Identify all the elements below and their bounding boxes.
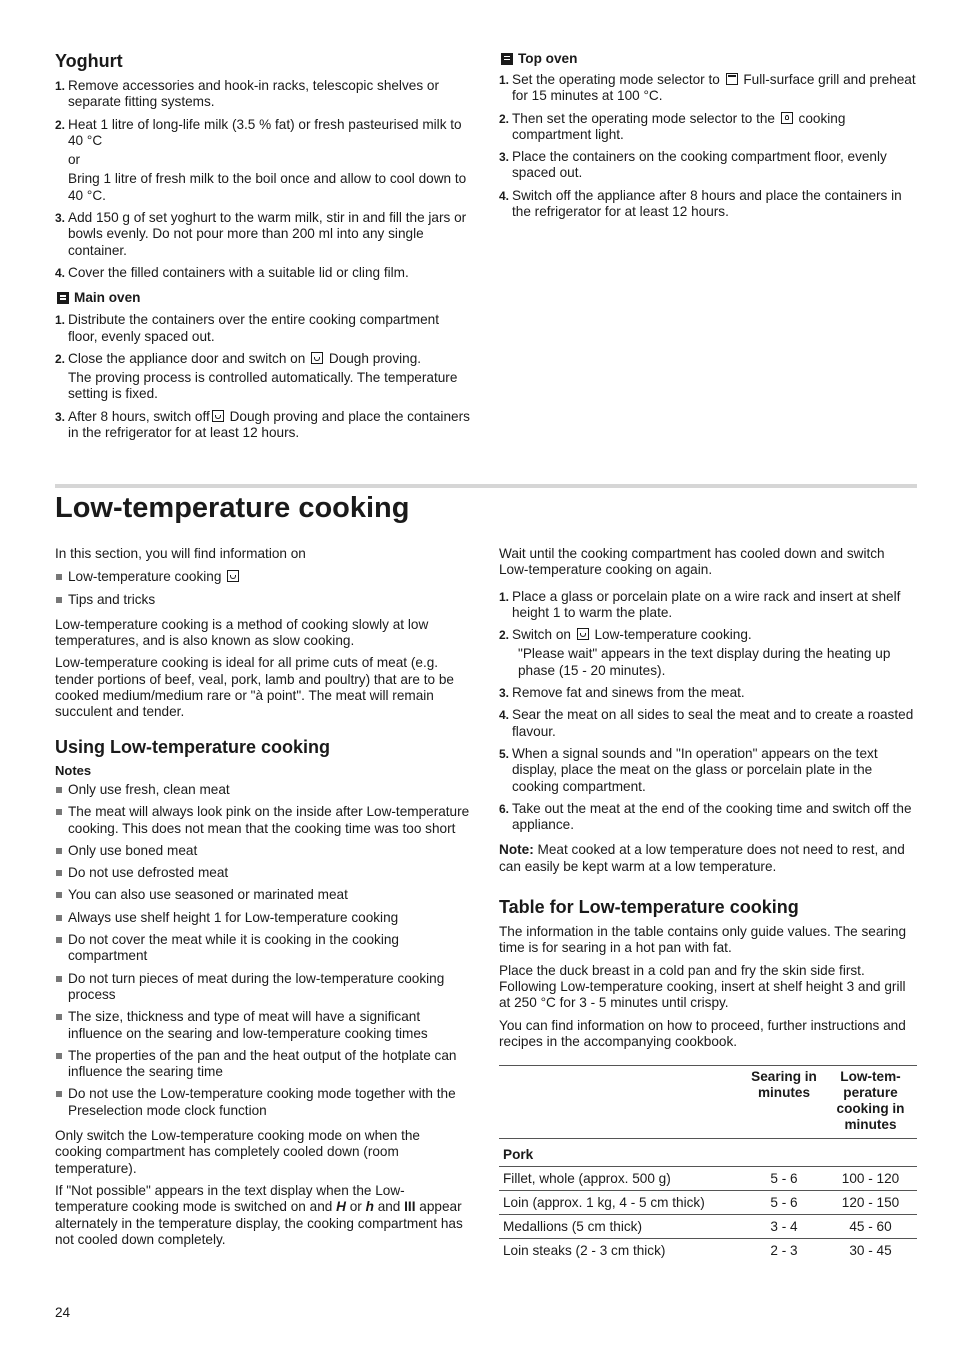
low-temperature-icon bbox=[577, 628, 589, 640]
list-item bbox=[55, 1086, 470, 1119]
list-item bbox=[55, 932, 470, 965]
column-header bbox=[499, 1066, 744, 1139]
cell-item: Fillet, whole (approx. 500 g) bbox=[499, 1167, 744, 1191]
list-item bbox=[55, 592, 470, 608]
table-para2: Place the duck breast in a cold pan and fry the skin side first. Following Low-temperature cooking, insert at shelf height 3 and grill at 250 °C for 3 - 5 minutes until crispy. bbox=[499, 962, 906, 1011]
wait-para: Wait until the cooking compartment has cooled down and switch Low-temperature cooking on again. bbox=[499, 546, 885, 578]
intro-lead: In this section, you will find information on bbox=[55, 546, 306, 561]
main-oven-heading-text: Main oven bbox=[74, 290, 141, 306]
step-text: Take out the meat at the end of the cooking time and switch off the appliance. bbox=[512, 800, 912, 833]
note-text: The properties of the pan and the heat output of the hotplate can influence the searing time bbox=[68, 1047, 457, 1080]
para-switch: Only switch the Low-temperature cooking mode on when the cooking compartment has completely cooled down (room temperature). bbox=[55, 1128, 420, 1176]
bullet-icon bbox=[56, 937, 62, 943]
list-item bbox=[55, 569, 470, 585]
or-word: or bbox=[349, 1199, 362, 1215]
main-oven-icon bbox=[57, 292, 69, 304]
intro-para2: Low-temperature cooking is ideal for all prime cuts of meat (e.g. tender portions of beef, veal, pork, lamb and poultry) that are to be cooked medium/medium rare or "à point". The meat will remain succulent and tender. bbox=[55, 655, 454, 720]
bullet-icon bbox=[56, 915, 62, 921]
step-text: When a signal sounds and "In operation" appears on the text display, place the meat on the glass or porcelain plate in the cooking compartment. bbox=[512, 745, 878, 794]
table-row bbox=[499, 1239, 917, 1263]
top-oven-steps bbox=[499, 72, 917, 220]
note-text: Do not cover the meat while it is cooking in the cooking compartment bbox=[68, 932, 399, 964]
step-text-post: Dough proving. bbox=[328, 350, 422, 366]
list-item bbox=[55, 910, 470, 926]
table-heading: Table for Low-temperature cooking bbox=[499, 897, 799, 918]
yoghurt-section bbox=[55, 50, 470, 447]
list-item bbox=[499, 188, 917, 221]
step-text-post: cooking compartment light. bbox=[512, 110, 846, 142]
step-text: Place the containers on the cooking compartment floor, evenly spaced out. bbox=[512, 149, 887, 181]
group-label: Pork bbox=[503, 1147, 534, 1163]
column-header: Low-tem-perature cooking in minutes bbox=[836, 1069, 905, 1133]
intro-para1: Low-temperature cooking is a method of cooking slowly at low temperatures, and is also known as slow cooking. bbox=[55, 616, 429, 649]
table-para3: You can find information on how to proceed, further instructions and recipes in the accompanying cookbook. bbox=[499, 1017, 906, 1049]
top-oven-section bbox=[499, 50, 917, 226]
step-number: 6. bbox=[499, 801, 510, 816]
page-number: 24 bbox=[55, 1305, 71, 1320]
bullet-icon bbox=[56, 1053, 62, 1059]
list-item bbox=[55, 865, 470, 881]
step-number: 2. bbox=[55, 351, 66, 366]
step-text-post: Full-surface grill and preheat for 15 minutes at 100 °C. bbox=[512, 72, 916, 104]
step-number: 1. bbox=[499, 589, 510, 604]
para-np-post: appear alternately in the temperature display, the cooking compartment has not cooled down completely. bbox=[55, 1199, 463, 1247]
cell-item: Medallions (5 cm thick) bbox=[499, 1215, 744, 1239]
note-text: Meat cooked at a low temperature does not need to rest, and can easily be kept warm at a low temperature. bbox=[499, 842, 905, 874]
yoghurt-steps bbox=[55, 78, 470, 281]
main-oven-heading bbox=[55, 289, 470, 307]
step-number: 3. bbox=[55, 409, 66, 424]
step-number: 2. bbox=[55, 117, 66, 132]
step-or: or bbox=[68, 152, 81, 168]
intro-list bbox=[55, 569, 470, 608]
step-alt: Bring 1 litre of fresh milk to the boil once and allow to cool down to 40 °C. bbox=[68, 171, 467, 203]
step-text: Cover the filled containers with a suitable lid or cling film. bbox=[68, 264, 409, 280]
dough-proving-icon bbox=[212, 410, 224, 422]
yoghurt-heading: Yoghurt bbox=[55, 51, 123, 71]
bullet-icon bbox=[56, 809, 62, 815]
bullet-icon bbox=[56, 1091, 62, 1097]
step-text-pre: Switch on bbox=[512, 627, 571, 643]
step-text: Heat 1 litre of long-life milk (3.5 % fat) or fresh pasteurised milk to 40 °C bbox=[68, 116, 462, 148]
note-text: Always use shelf height 1 for Low-temperature cooking bbox=[68, 909, 399, 925]
list-item bbox=[499, 707, 917, 740]
list-item bbox=[499, 627, 917, 679]
cell-searing: 5 - 6 bbox=[744, 1191, 824, 1215]
list-item bbox=[55, 804, 470, 837]
list-item bbox=[55, 1009, 470, 1042]
step-text-post: Dough proving and place the containers in the refrigerator for at least 12 hours. bbox=[68, 408, 470, 441]
step-text: Distribute the containers over the entire cooking compartment floor, evenly spaced out. bbox=[68, 312, 439, 344]
step-text-pre: Set the operating mode selector to bbox=[512, 72, 720, 87]
step-sub: "Please wait" appears in the text display during the heating up phase (15 - 20 minutes). bbox=[518, 646, 891, 678]
cell-item: Loin (approx. 1 kg, 4 - 5 cm thick) bbox=[499, 1191, 744, 1215]
note-para bbox=[499, 842, 917, 875]
step-number: 1. bbox=[499, 73, 510, 87]
bullet-icon bbox=[56, 574, 62, 580]
list-item bbox=[499, 685, 917, 701]
table-row bbox=[499, 1191, 917, 1215]
left-column bbox=[55, 546, 470, 1248]
low-temp-steps bbox=[499, 589, 917, 834]
using-heading: Using Low-temperature cooking bbox=[55, 736, 331, 757]
step-text-post: Low-temperature cooking. bbox=[594, 627, 752, 643]
note-label: Note: bbox=[499, 842, 534, 858]
step-text-pre: After 8 hours, switch off bbox=[68, 408, 210, 424]
step-number: 5. bbox=[499, 746, 510, 761]
list-item bbox=[55, 782, 470, 798]
note-text: The meat will always look pink on the inside after Low-temperature cooking. This does not mean that the cooking time was too short bbox=[68, 804, 470, 836]
step-number: 4. bbox=[499, 708, 510, 723]
list-item bbox=[55, 1048, 470, 1081]
display-glyph-bars: III bbox=[404, 1199, 416, 1215]
note-text: Only use fresh, clean meat bbox=[68, 781, 230, 797]
dough-proving-icon bbox=[311, 352, 323, 364]
cell-lowtemp: 120 - 150 bbox=[824, 1191, 917, 1215]
bullet-icon bbox=[56, 976, 62, 982]
list-item bbox=[55, 409, 470, 442]
cell-lowtemp: 30 - 45 bbox=[824, 1239, 917, 1263]
list-item bbox=[499, 746, 917, 795]
main-oven-steps bbox=[55, 312, 470, 441]
list-item bbox=[55, 312, 470, 345]
cell-lowtemp: 45 - 60 bbox=[824, 1215, 917, 1239]
notes-list bbox=[55, 782, 470, 1119]
step-text: Add 150 g of set yoghurt to the warm milk, stir in and fill the jars or bowls evenly. Do not pour more than 200 ml into any single container. bbox=[68, 210, 467, 258]
step-number: 3. bbox=[55, 211, 66, 226]
table-group-row bbox=[499, 1139, 917, 1167]
table-row bbox=[499, 1215, 917, 1239]
right-column bbox=[499, 546, 917, 1262]
table-row bbox=[499, 1167, 917, 1191]
cell-searing: 3 - 4 bbox=[744, 1215, 824, 1239]
cell-searing: 5 - 6 bbox=[744, 1167, 824, 1191]
list-item bbox=[499, 589, 917, 622]
step-text: Switch off the appliance after 8 hours and place the containers in the refrigerator for at least 12 hours. bbox=[512, 187, 902, 220]
step-text: Remove fat and sinews from the meat. bbox=[512, 685, 745, 701]
step-text-pre: Close the appliance door and switch on bbox=[68, 350, 306, 366]
cell-lowtemp: 100 - 120 bbox=[824, 1167, 917, 1191]
note-text: The size, thickness and type of meat will have a significant influence on the searing and low-temperature cooking times bbox=[68, 1009, 428, 1041]
bullet-icon bbox=[56, 597, 62, 603]
step-number: 3. bbox=[499, 150, 510, 165]
list-item bbox=[499, 72, 917, 105]
intro-item: Tips and tricks bbox=[68, 591, 156, 607]
list-item bbox=[55, 971, 470, 1004]
list-item bbox=[55, 887, 470, 903]
list-item bbox=[55, 843, 470, 859]
top-oven-heading-text: Top oven bbox=[518, 51, 578, 66]
low-temperature-table bbox=[499, 1065, 917, 1262]
list-item bbox=[499, 801, 917, 834]
step-text: Place a glass or porcelain plate on a wire rack and insert at shelf height 1 to warm the plate. bbox=[512, 588, 901, 620]
step-number: 2. bbox=[499, 111, 510, 126]
list-item bbox=[499, 111, 917, 144]
step-number: 2. bbox=[499, 628, 510, 643]
display-glyph-h-upper: H bbox=[336, 1199, 346, 1215]
bullet-icon bbox=[56, 848, 62, 854]
list-item bbox=[499, 149, 917, 182]
list-item bbox=[55, 351, 470, 403]
list-item bbox=[55, 265, 470, 281]
step-text-pre: Then set the operating mode selector to the bbox=[512, 110, 775, 126]
step-number: 4. bbox=[55, 265, 66, 280]
list-item bbox=[55, 210, 470, 259]
intro-item: Low-temperature cooking bbox=[68, 569, 222, 585]
bullet-icon bbox=[56, 787, 62, 793]
step-number: 1. bbox=[55, 313, 66, 328]
step-number: 1. bbox=[55, 79, 66, 93]
top-oven-icon bbox=[501, 53, 513, 65]
full-surface-grill-icon bbox=[726, 73, 738, 85]
note-text: Do not turn pieces of meat during the low-temperature cooking process bbox=[68, 970, 445, 1002]
page-title: Low-temperature cooking bbox=[55, 492, 410, 524]
note-text: Do not use defrosted meat bbox=[68, 865, 229, 881]
note-text: Do not use the Low-temperature cooking mode together with the Preselection mode clock function bbox=[68, 1086, 456, 1118]
note-text: Only use boned meat bbox=[68, 842, 198, 858]
top-oven-heading bbox=[499, 50, 917, 68]
bullet-icon bbox=[56, 870, 62, 876]
para-not-possible bbox=[55, 1183, 470, 1248]
step-number: 3. bbox=[499, 686, 510, 701]
step-text: Sear the meat on all sides to seal the meat and to create a roasted flavour. bbox=[512, 707, 914, 739]
column-header: Searing in minutes bbox=[751, 1069, 817, 1101]
step-text: Remove accessories and hook-in racks, telescopic shelves or separate fitting systems. bbox=[68, 78, 439, 110]
step-number: 4. bbox=[499, 188, 510, 203]
notes-label: Notes bbox=[55, 762, 92, 778]
list-item bbox=[55, 78, 470, 111]
table-para1: The information in the table contains only guide values. The searing time is for searing in a hot pan with fat. bbox=[499, 924, 907, 956]
low-temperature-icon bbox=[227, 570, 239, 582]
section-divider bbox=[55, 484, 917, 488]
list-item bbox=[55, 117, 470, 204]
note-text: You can also use seasoned or marinated meat bbox=[68, 887, 348, 903]
display-glyph-h-lower: h bbox=[365, 1199, 374, 1215]
and-word: and bbox=[377, 1199, 401, 1215]
bullet-icon bbox=[56, 1014, 62, 1020]
cell-item: Loin steaks (2 - 3 cm thick) bbox=[499, 1239, 744, 1263]
bullet-icon bbox=[56, 892, 62, 898]
step-sub: The proving process is controlled automatically. The temperature setting is fixed. bbox=[68, 370, 458, 402]
para-np-pre: If "Not possible" appears in the text display when the Low-temperature cooking mode is switched on and bbox=[55, 1182, 405, 1215]
cell-searing: 2 - 3 bbox=[744, 1239, 824, 1263]
light-icon bbox=[781, 112, 793, 124]
table-header-row bbox=[499, 1066, 917, 1139]
